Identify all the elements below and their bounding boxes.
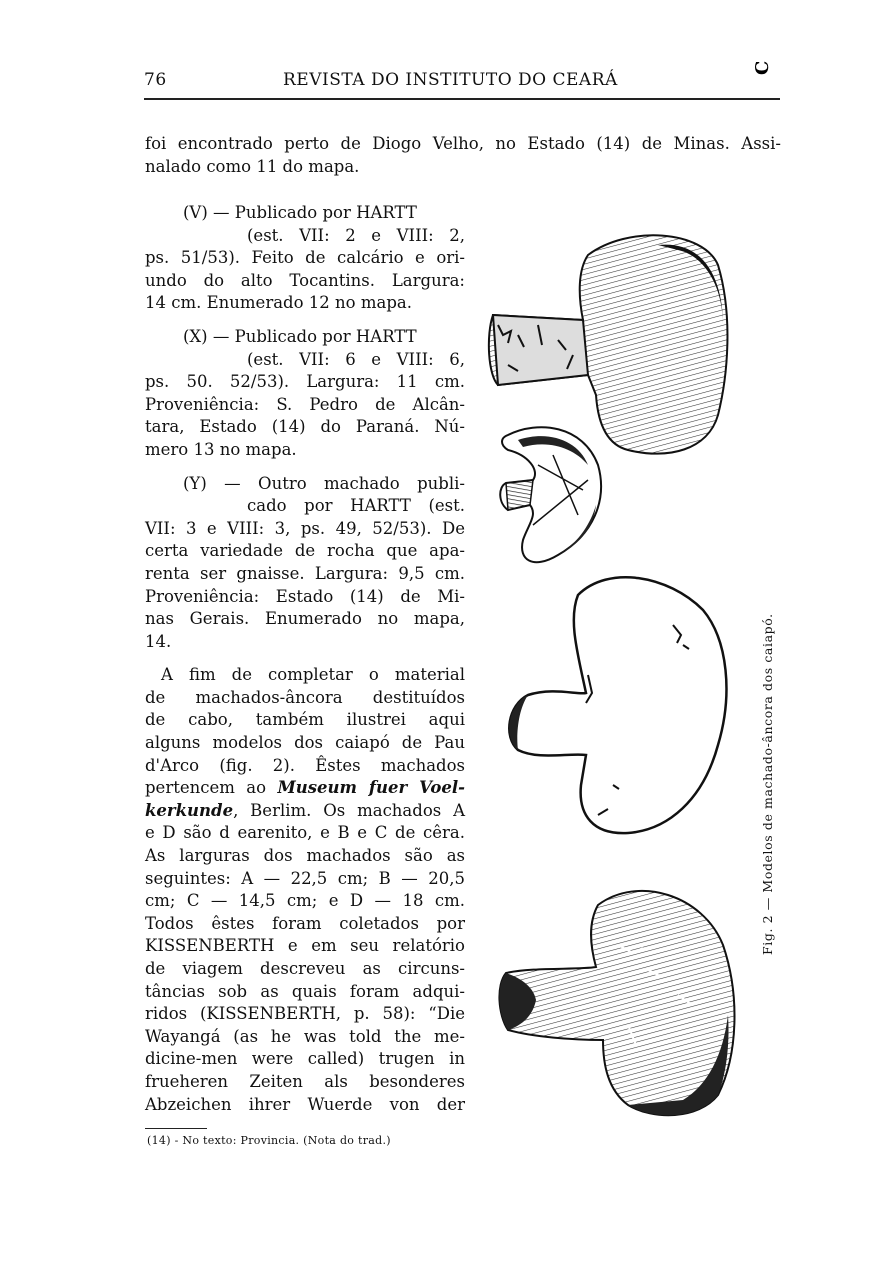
text-line <box>145 777 465 800</box>
entry-x <box>145 326 465 462</box>
museum-name: Museum fuer Voel- <box>277 778 465 798</box>
footnote: (14) - No texto: Provincia. (Nota do trad.) <box>147 1134 391 1147</box>
axe-d-drawing <box>489 235 728 453</box>
text-line: Proveniência: S. Pedro de Alcân- <box>145 394 465 414</box>
text-run: pertencem ao <box>145 778 278 798</box>
intro-paragraph <box>145 133 781 178</box>
text-line: 14 cm. Enumerado 12 no mapa. <box>145 293 412 313</box>
entry-y <box>145 473 465 654</box>
text-line: nalado como 11 do mapa. <box>145 156 360 176</box>
text-line: (X) — Publicado por HARTT <box>183 326 417 346</box>
text-line: (est. VII: 6 e VIII: 6, <box>247 349 465 369</box>
axe-c-drawing <box>500 427 601 562</box>
text-line: (est. VII: 2 e VIII: 2, <box>247 225 465 245</box>
text-line: ridos (KISSENBERTH, p. 58): “Die <box>145 1004 465 1024</box>
text-line: e D são d earenito, e B e C de cêra. <box>145 823 465 843</box>
text-line: frueheren Zeiten als besonderes <box>145 1071 465 1091</box>
text-line: Todos êstes foram coletados por <box>145 913 465 933</box>
page-number: 76 <box>144 70 167 90</box>
label-c: C <box>752 60 773 75</box>
text-line: d'Arco (fig. 2). Êstes machados <box>145 755 465 775</box>
text-line <box>145 800 465 823</box>
text-line: ps. 51/53). Feito de calcário e ori- <box>145 248 465 268</box>
text-line: (V) — Publicado por HARTT <box>183 203 417 222</box>
text-line: cado por HARTT (est. <box>247 496 465 516</box>
text-line: VII: 3 e VIII: 3, ps. 49, 52/53). De <box>145 518 465 538</box>
text-line: ps. 50. 52/53). Largura: 11 cm. <box>145 372 465 392</box>
figure-caption: Fig. 2 — Modelos de machado-âncora dos caiapó. <box>760 613 775 955</box>
text-line: As larguras dos machados são as <box>145 846 465 866</box>
text-line: Abzeichen ihrer Wuerde von der <box>145 1094 465 1114</box>
text-column <box>145 202 465 1116</box>
museum-name-cont: kerkunde <box>145 800 234 820</box>
text-line: KISSENBERTH e em seu relatório <box>145 936 465 956</box>
text-line: (Y) — Outro machado publi- <box>183 473 465 493</box>
text-line: renta ser gnaisse. Largura: 9,5 cm. <box>145 563 465 583</box>
text-line: de cabo, também ilustrei aqui <box>145 710 465 730</box>
text-line: 14. <box>145 631 172 651</box>
paragraph-a <box>145 664 465 1116</box>
text-line: undo do alto Tocantins. Largura: <box>145 270 465 290</box>
running-title: REVISTA DO INSTITUTO DO CEARÁ <box>283 70 618 90</box>
text-line: tâncias sob as quais foram adqui- <box>145 981 465 1001</box>
text-line: nas Gerais. Enumerado no mapa, <box>145 609 465 629</box>
text-run: , Berlim. Os machados A <box>233 800 465 820</box>
text-line: de machados-âncora destituídos <box>145 687 465 707</box>
text-line: tara, Estado (14) do Paraná. Nú- <box>145 417 465 437</box>
text-line: mero 13 no mapa. <box>145 439 297 459</box>
footnote-rule <box>145 1128 207 1129</box>
text-line: dicine-men were called) trugen in <box>145 1049 465 1069</box>
header-rule <box>144 98 780 100</box>
text-line: de viagem descreveu as circuns- <box>145 959 465 978</box>
text-line: foi encontrado perto de Diogo Velho, no Estado (14) de Minas. Assi- <box>145 134 781 153</box>
axe-b-drawing <box>509 577 726 833</box>
text-line: cm; C — 14,5 cm; e D — 18 cm. <box>145 891 465 911</box>
text-line: Proveniência: Estado (14) de Mi- <box>145 586 465 606</box>
text-line: A fim de completar o material <box>161 665 465 685</box>
text-line: Wayangá (as he was told the me- <box>145 1026 465 1046</box>
text-line: alguns modelos dos caiapó de Pau <box>145 733 465 753</box>
entry-v <box>145 202 465 315</box>
axe-a-drawing <box>499 891 734 1115</box>
text-line: seguintes: A — 22,5 cm; B — 20,5 <box>145 868 465 888</box>
text-line: certa variedade de rocha que apa- <box>145 541 465 561</box>
